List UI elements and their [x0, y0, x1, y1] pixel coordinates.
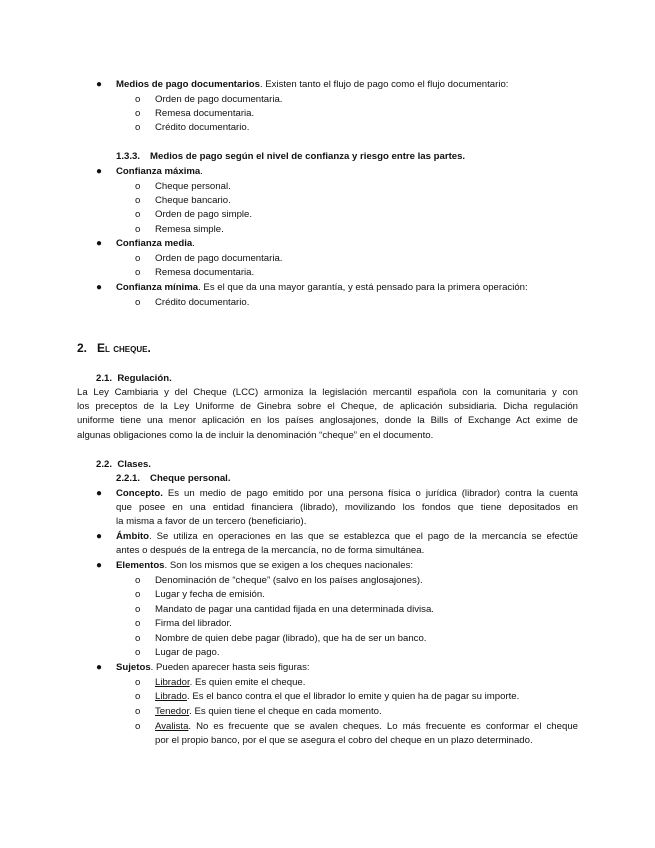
list-item-sujetos: Sujetos. Pueden aparecer hasta seis figuras:	[116, 662, 310, 673]
circle-bullet-icon: o	[135, 677, 141, 688]
circle-bullet-icon: o	[135, 647, 141, 658]
bullet-icon: ●	[96, 238, 103, 249]
sub-item: Mandato de pagar una cantidad fijada en una determinada divisa.	[155, 604, 434, 615]
bullet-icon: ●	[96, 488, 103, 499]
circle-bullet-icon: o	[135, 267, 141, 278]
circle-bullet-icon: o	[135, 195, 141, 206]
sub-item: Denominación de “cheque” (salvo en los países anglosajones).	[155, 575, 423, 586]
circle-bullet-icon: o	[135, 181, 141, 192]
circle-bullet-icon: o	[135, 721, 141, 732]
bullet-icon: ●	[96, 662, 103, 673]
sub-item: Orden de pago documentaria.	[155, 253, 283, 264]
bullet-icon: ●	[96, 79, 103, 90]
sub-item: Firma del librador.	[155, 618, 232, 629]
circle-bullet-icon: o	[135, 706, 141, 717]
circle-bullet-icon: o	[135, 575, 141, 586]
sub-item: Crédito documentario.	[155, 297, 250, 308]
sub-item: Cheque personal.	[155, 181, 231, 192]
sub-item: Remesa documentaria.	[155, 108, 255, 119]
list-item-confianza-minima: Confianza mínima. Es el que da una mayor garantía, y está pensado para la primera operación:	[116, 282, 528, 293]
list-item-line: la misma a favor de un tercero (beneficiario).	[116, 516, 307, 527]
sub-item: Tenedor. Es quien tiene el cheque en cada momento.	[155, 706, 382, 717]
bullet-icon: ●	[96, 560, 103, 571]
list-item-medios-documentarios: Medios de pago documentarios. Existen tanto el flujo de pago como el flujo documentario:	[116, 79, 509, 90]
circle-bullet-icon: o	[135, 604, 141, 615]
list-item-confianza-maxima: Confianza máxima.	[116, 166, 203, 177]
sub-item: Cheque bancario.	[155, 195, 231, 206]
sub-item: Crédito documentario.	[155, 122, 250, 133]
circle-bullet-icon: o	[135, 108, 141, 119]
circle-bullet-icon: o	[135, 94, 141, 105]
heading-1-3-3: 1.3.3. Medios de pago según el nivel de confianza y riesgo entre las partes.	[116, 151, 466, 162]
circle-bullet-icon: o	[135, 589, 141, 600]
list-item-elementos: Elementos. Son los mismos que se exigen a los cheques nacionales:	[116, 560, 414, 571]
sub-item-line: por el propio banco, por el que se asegura el cobro del cheque en un plazo determinado.	[155, 735, 533, 746]
paragraph-line: La Ley Cambiaria y del Cheque (LCC) armoniza la legislación mercantil española con la comunitaria y con	[77, 387, 578, 398]
circle-bullet-icon: o	[135, 122, 141, 133]
sub-item: Lugar y fecha de emisión.	[155, 589, 265, 600]
circle-bullet-icon: o	[135, 224, 141, 235]
paragraph-line: uniforme tiene una menor aplicación en los países anglosajones, donde la Bills of Exchange Act exime de	[77, 415, 578, 426]
paragraph-line: algunas obligaciones como la de incluir la denominación “cheque” en el documento.	[77, 430, 434, 441]
sub-item: Orden de pago simple.	[155, 209, 253, 220]
sub-item: Librador. Es quien emite el cheque.	[155, 677, 306, 688]
section-heading-2: 2. El cheque.	[77, 341, 151, 355]
sub-item: Remesa documentaria.	[155, 267, 255, 278]
circle-bullet-icon: o	[135, 253, 141, 264]
circle-bullet-icon: o	[135, 618, 141, 629]
heading-2-2-1: 2.2.1. Cheque personal.	[116, 473, 231, 484]
sub-item: Avalista. No es frecuente que se avalen cheques. Lo más frecuente es conformar el cheque	[155, 721, 578, 732]
circle-bullet-icon: o	[135, 633, 141, 644]
list-item-line: que posee en una entidad financiera (librado), movilizando los fondos que tiene depositados en	[116, 502, 578, 513]
sub-item: Orden de pago documentaria.	[155, 94, 283, 105]
list-item-line: antes o después de la entrega de la mercancía, no de forma simultánea.	[116, 545, 425, 556]
circle-bullet-icon: o	[135, 691, 141, 702]
list-item-ambito: Ámbito. Se utiliza en operaciones en las que se establezca que el pago de la mercancía se efectúe	[116, 531, 578, 542]
sub-item: Remesa simple.	[155, 224, 224, 235]
bullet-icon: ●	[96, 166, 103, 177]
list-item-confianza-media: Confianza media.	[116, 238, 195, 249]
circle-bullet-icon: o	[135, 297, 141, 308]
bullet-icon: ●	[96, 531, 103, 542]
heading-2-2: 2.2. Clases.	[96, 459, 151, 470]
sub-item: Librado. Es el banco contra el que el librador lo emite y quien ha de pagar su importe.	[155, 691, 520, 702]
heading-2-1: 2.1. Regulación.	[96, 373, 172, 384]
sub-item: Nombre de quien debe pagar (librado), que ha de ser un banco.	[155, 633, 427, 644]
circle-bullet-icon: o	[135, 209, 141, 220]
sub-item: Lugar de pago.	[155, 647, 220, 658]
paragraph-line: los preceptos de la Ley Uniforme de Ginebra sobre el Cheque, de aplicación subsidiaria. Dicha regulación	[77, 401, 578, 412]
bullet-icon: ●	[96, 282, 103, 293]
list-item-concepto: Concepto. Es un medio de pago emitido por una persona física o jurídica (librador) contra la cuenta	[116, 488, 578, 499]
